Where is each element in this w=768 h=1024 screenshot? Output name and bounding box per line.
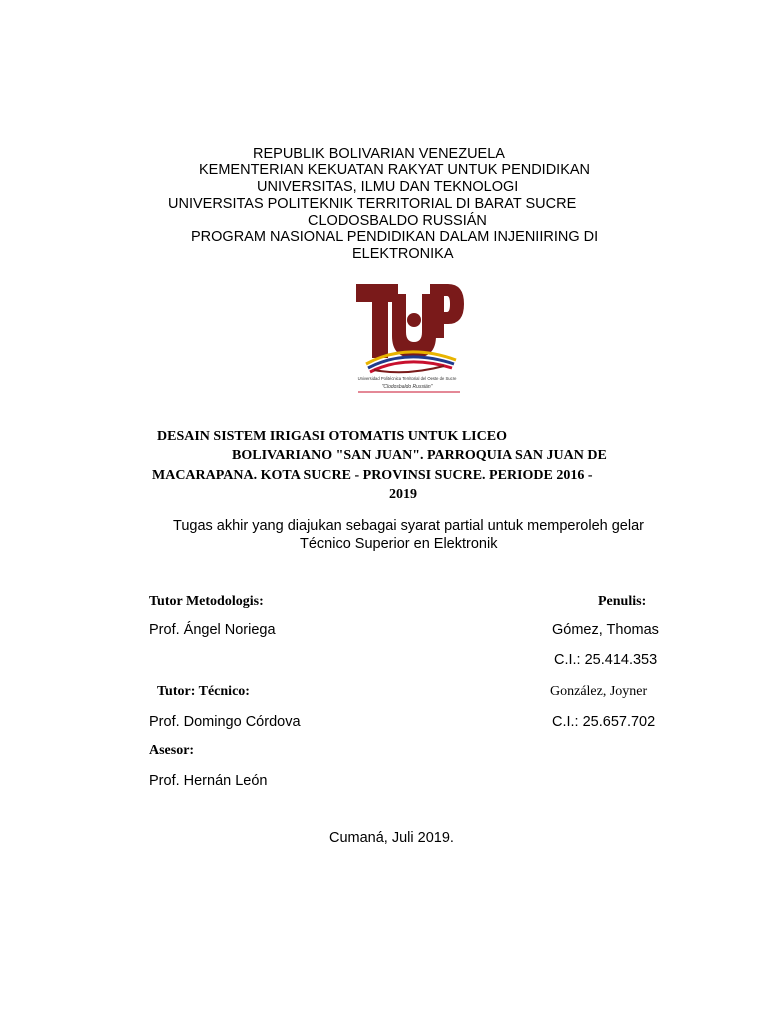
logo-caption-1: Universidad Politécnica Territorial del Oeste de Sucre [357, 376, 457, 381]
author-1-ci: C.I.: 25.414.353 [554, 652, 658, 668]
author-1-name: Gómez, Thomas [552, 622, 659, 638]
asesor-label: Asesor: [149, 743, 195, 758]
title-line-1: DESAIN SISTEM IRIGASI OTOMATIS UNTUK LICEO [157, 429, 507, 444]
subtitle-line-2: Técnico Superior en Elektronik [300, 536, 498, 552]
author-2-ci: C.I.: 25.657.702 [552, 714, 656, 730]
header-line-1: REPUBLIK BOLIVARIAN VENEZUELA [253, 146, 505, 162]
tutor-tecnico-label: Tutor: Técnico: [157, 684, 250, 699]
place-date: Cumaná, Juli 2019. [329, 830, 454, 846]
penulis-label: Penulis: [598, 594, 647, 609]
subtitle-line-1: Tugas akhir yang diajukan sebagai syarat partial untuk memperoleh gelar [173, 518, 644, 534]
header-line-2: KEMENTERIAN KEKUATAN RAKYAT UNTUK PENDIDIKAN [199, 162, 591, 178]
logo-letter-p [430, 284, 464, 338]
title-line-3: MACARAPANA. KOTA SUCRE - PROVINSI SUCRE. PERIODE 2016 - [152, 468, 593, 483]
header-line-6: PROGRAM NASIONAL PENDIDIKAN DALAM INJENIIRING DI [191, 229, 599, 245]
header-line-3: UNIVERSITAS, ILMU DAN TEKNOLOGI [257, 179, 519, 195]
header-line-7: ELEKTRONIKA [352, 246, 454, 262]
asesor-name: Prof. Hernán León [149, 773, 268, 789]
header-line-5: CLODOSBALDO RUSSIÁN [308, 213, 487, 229]
logo-figure-head [407, 313, 421, 327]
header-line-4: UNIVERSITAS POLITEKNIK TERRITORIAL DI BARAT SUCRE [168, 196, 577, 212]
tutor-metodologis-label: Tutor Metodologis: [149, 594, 264, 609]
university-logo [344, 280, 470, 396]
tutor-tecnico-name: Prof. Domingo Córdova [149, 714, 301, 730]
title-line-4: 2019 [389, 487, 417, 502]
logo-letter-t [356, 284, 398, 358]
logo-caption-2: "Clodosbaldo Russián" [381, 384, 433, 390]
tutor-metodologis-name: Prof. Ángel Noriega [149, 622, 276, 638]
author-2-name: González, Joyner [550, 684, 648, 699]
title-line-2: BOLIVARIANO "SAN JUAN". PARROQUIA SAN JUAN DE [232, 448, 607, 463]
